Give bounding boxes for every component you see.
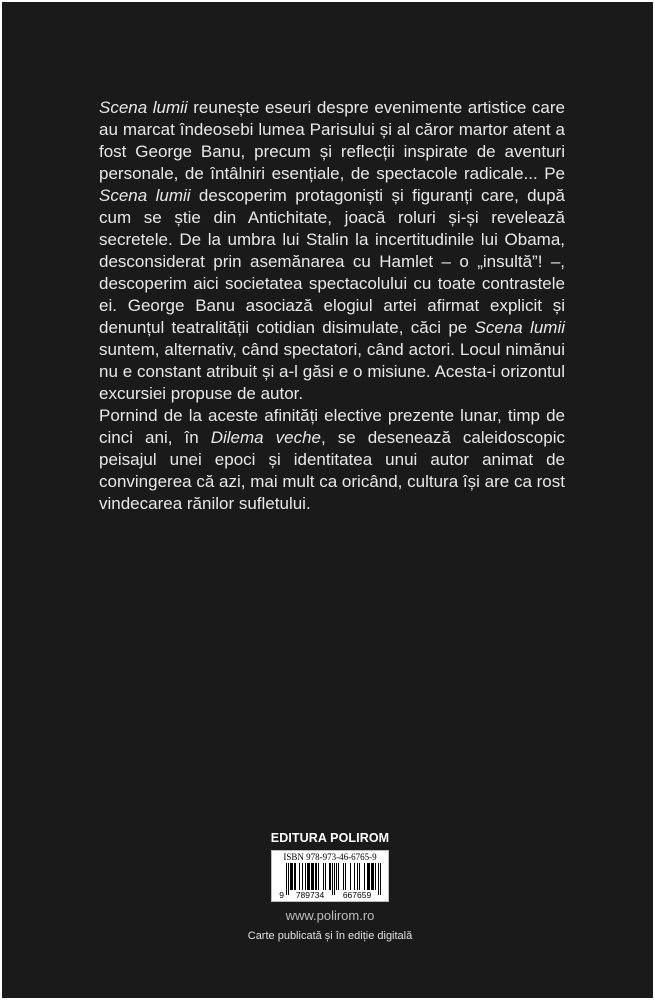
- barcode-bar: [286, 863, 287, 895]
- barcode-bar: [291, 863, 292, 890]
- barcode-bar: [330, 863, 331, 890]
- barcode-bar: [325, 863, 326, 890]
- isbn-barcode: [271, 850, 389, 902]
- barcode-bar: [295, 863, 296, 890]
- blurb-paragraph-1: [99, 97, 565, 405]
- barcode-bar: [367, 863, 368, 890]
- barcode-bar: [378, 863, 379, 895]
- barcode-bar: [316, 863, 317, 890]
- barcode-bar: [299, 863, 300, 890]
- publisher-name: EDITURA POLIROM: [270, 831, 390, 845]
- barcode-digits: 9: [279, 890, 284, 899]
- barcode-bar: [336, 863, 337, 890]
- barcode-bar: [318, 863, 319, 890]
- italic-title: Dilema veche: [210, 428, 321, 447]
- barcode-bar: [315, 863, 316, 890]
- barcode-bar: [313, 863, 314, 890]
- barcode-bar: [311, 863, 312, 890]
- barcode-bar: [305, 863, 306, 890]
- italic-title: Scena lumii: [99, 98, 188, 117]
- barcode-bar: [364, 863, 365, 890]
- barcode-digits: 667659: [342, 890, 372, 899]
- barcode-bar: [354, 863, 355, 890]
- text-run: reunește eseuri despre evenimente artistice care au marcat îndeosebi lumea Parisului și al căror martor atent a fost George Banu, precum și reflecții inspirate de aventuri personale, de întâlniri esențiale, de spectacole radicale... Pe: [99, 98, 565, 183]
- isbn-number: ISBN 978-973-46-6765-9: [283, 852, 377, 862]
- barcode-bar: [323, 863, 324, 890]
- barcode-bar: [345, 863, 346, 890]
- barcode-bar: [369, 863, 370, 890]
- barcode-bar: [334, 863, 335, 895]
- barcode-bar: [292, 863, 293, 890]
- barcode-bar: [288, 863, 289, 895]
- barcode-bar: [368, 863, 369, 890]
- barcode-bar: [290, 863, 291, 890]
- blurb-text: [99, 97, 565, 515]
- barcode-bar: [338, 863, 339, 890]
- digital-edition-note: Carte publicată și în ediție digitală: [247, 930, 413, 942]
- barcode-bar: [343, 863, 344, 890]
- barcode-bar: [371, 863, 372, 890]
- back-cover: [2, 2, 653, 998]
- barcode-bar: [312, 863, 313, 890]
- barcode-bar: [380, 863, 381, 895]
- barcode-bar: [308, 863, 309, 890]
- barcode-bar: [329, 863, 330, 890]
- text-run: Pornind de la aceste afinități elective prezente lunar, timp de cinci ani, în: [99, 406, 565, 447]
- barcode-bar: [309, 863, 310, 890]
- barcode-graphic: [277, 863, 383, 899]
- barcode-bar: [302, 863, 303, 890]
- text-run: descoperim protagoniști și figuranți care, după cum se știe din Antichitate, joacă roluri și-și revelează secretele. De la umbra lui Stalin la incertitudinile lui Obama, desconsiderat prin asemănarea cu Hamlet – o „insultă”! –, descoperim aici societatea spectacolului cu toate contrastele ei. George Banu asociază elogiul artei afirmat explicit și denunțul teatralității cotidian disimulate, căci pe: [99, 186, 566, 337]
- barcode-digits: 789734: [295, 890, 325, 899]
- barcode-bar: [359, 863, 360, 890]
- barcode-bar: [332, 863, 333, 895]
- barcode-bar: [307, 863, 308, 890]
- text-run: , se desenează caleidoscopic peisajul unei epoci și identitatea unui autor animat de convingerea că azi, mai mult ca oricând, cultura își are ca rost vindecarea rănilor sufletului.: [99, 428, 565, 513]
- barcode-bar: [350, 863, 351, 890]
- barcode-bar: [375, 863, 376, 890]
- barcode-bar: [294, 863, 295, 890]
- publisher-website[interactable]: www.polirom.ro: [285, 908, 375, 923]
- barcode-bar: [372, 863, 373, 890]
- blurb-paragraph-2: [99, 405, 565, 515]
- barcode-bar: [357, 863, 358, 890]
- barcode-bar: [373, 863, 374, 890]
- italic-title: Scena lumii: [99, 186, 191, 205]
- italic-title: Scena lumii: [474, 318, 566, 337]
- text-run: suntem, alternativ, când spectatori, când actori. Locul nimănui nu e constant atribuit și a-l găsi e o misiune. Acesta-i orizontul excursiei propuse de autor.: [99, 340, 565, 403]
